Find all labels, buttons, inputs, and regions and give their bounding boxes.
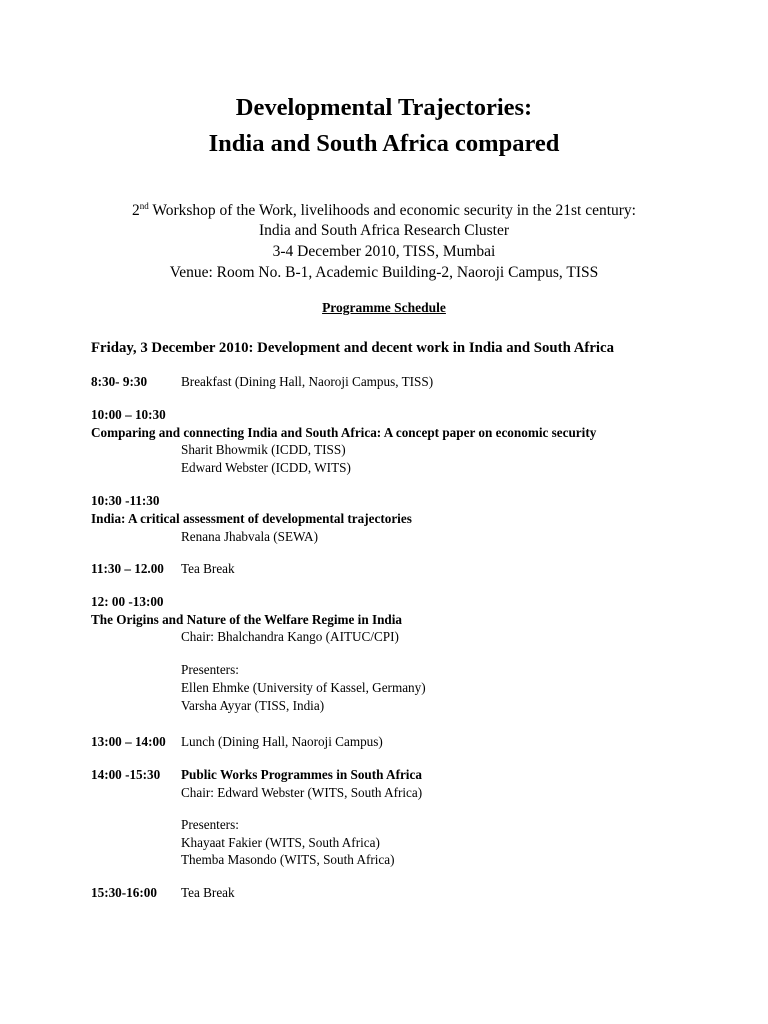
- date-line: 3-4 December 2010, TISS, Mumbai: [272, 243, 496, 260]
- session-time: 13:00 – 14:00: [91, 734, 166, 749]
- session-title: Public Works Programmes in South Africa: [181, 767, 422, 782]
- session-speaker: Sharit Bhowmik (ICDD, TISS): [181, 442, 346, 457]
- document-title-line-1: Developmental Trajectories:: [235, 94, 533, 121]
- session-chair: Chair: Edward Webster (WITS, South Africa): [181, 785, 423, 800]
- session-speaker: Renana Jhabvala (SEWA): [181, 529, 318, 544]
- session-presenter: Themba Masondo (WITS, South Africa): [181, 852, 395, 867]
- session-description: Tea Break: [181, 885, 235, 900]
- workshop-line: [0, 200, 768, 221]
- cluster-line: India and South Africa Research Cluster: [258, 222, 510, 239]
- ordinal-suffix: nd: [139, 201, 149, 211]
- presenters-label: Presenters:: [181, 817, 239, 832]
- presenters-label: Presenters:: [181, 662, 239, 677]
- session-title: India: A critical assessment of developmental trajectories: [91, 511, 412, 526]
- session-description: Lunch (Dining Hall, Naoroji Campus): [181, 734, 383, 749]
- session-time: 12: 00 -13:00: [91, 594, 164, 609]
- session-title: Comparing and connecting India and South Africa: A concept paper on economic security: [91, 425, 597, 440]
- venue-line: Venue: Room No. B-1, Academic Building-2, Naoroji Campus, TISS: [169, 264, 599, 281]
- document-title-line-2: India and South Africa compared: [208, 130, 560, 157]
- day-heading: Friday, 3 December 2010: Development and decent work in India and South Africa: [91, 340, 614, 356]
- session-presenter: Varsha Ayyar (TISS, India): [181, 698, 325, 713]
- session-time: 11:30 – 12.00: [91, 561, 164, 576]
- session-time: 15:30-16:00: [91, 885, 157, 900]
- session-title: The Origins and Nature of the Welfare Regime in India: [91, 612, 403, 627]
- session-speaker: Edward Webster (ICDD, WITS): [181, 460, 351, 475]
- ordinal-number: 2: [132, 202, 140, 219]
- session-time: 10:00 – 10:30: [91, 407, 166, 422]
- programme-schedule-heading: Programme Schedule: [322, 300, 446, 315]
- session-time: 8:30- 9:30: [91, 374, 148, 389]
- session-presenter: Ellen Ehmke (University of Kassel, Germany): [181, 680, 426, 695]
- workshop-line-text: Workshop of the Work, livelihoods and economic security in the 21st century:: [148, 202, 636, 219]
- session-description: Tea Break: [181, 561, 235, 576]
- session-presenter: Khayaat Fakier (WITS, South Africa): [181, 835, 380, 850]
- session-chair: Chair: Bhalchandra Kango (AITUC/CPI): [181, 629, 399, 644]
- session-description: Breakfast (Dining Hall, Naoroji Campus, TISS): [181, 374, 434, 389]
- session-time: 14:00 -15:30: [91, 767, 161, 782]
- session-time: 10:30 -11:30: [91, 493, 160, 508]
